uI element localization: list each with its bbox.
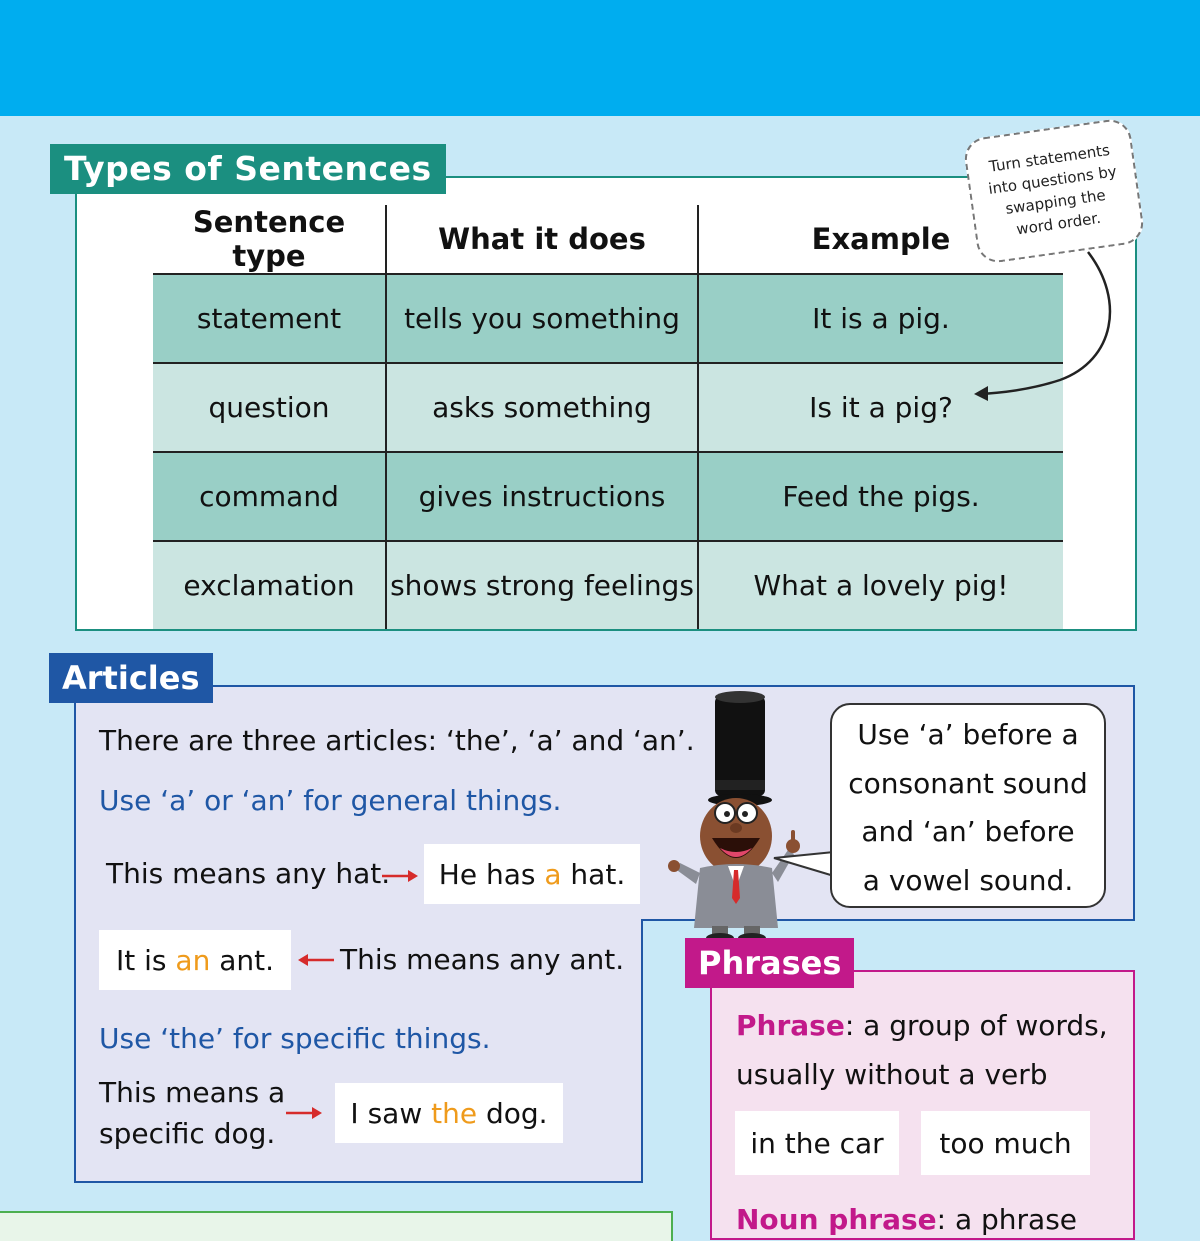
- row-does: gives instructions: [386, 452, 698, 541]
- row-type: statement: [153, 274, 386, 363]
- specific-rule: Use ‘the’ for specific things.: [99, 1022, 491, 1055]
- row-example: Is it a pig?: [698, 363, 1063, 452]
- speech-line: a vowel sound.: [862, 863, 1074, 897]
- speech-line: Use ‘a’ before a: [857, 718, 1079, 751]
- example-text: I saw: [350, 1096, 432, 1130]
- noun-phrase-text: : a phrase: [936, 1203, 1078, 1236]
- row-does: shows strong feelings: [386, 541, 698, 629]
- row-type: exclamation: [153, 541, 386, 629]
- row-example: It is a pig.: [698, 274, 1063, 363]
- phrase-definition-text: : a group of words,: [844, 1009, 1108, 1042]
- dog-meaning-line1: This means a: [99, 1076, 286, 1109]
- example-text: He has: [438, 857, 545, 891]
- example-text: ant.: [210, 943, 274, 977]
- phrase-definition: [736, 1009, 1108, 1042]
- article-highlight: a: [544, 857, 562, 891]
- speech-bubble: [830, 703, 1106, 908]
- general-rule: Use ‘a’ or ‘an’ for general things.: [99, 784, 562, 817]
- noun-phrase-definition: [736, 1203, 1077, 1236]
- right-arrow-icon: [284, 1103, 324, 1123]
- example-text: hat.: [561, 857, 626, 891]
- left-arrow-icon: [296, 950, 336, 970]
- hat-example: [424, 844, 640, 904]
- right-arrow-icon: [380, 866, 420, 886]
- dog-meaning-line2: specific dog.: [99, 1117, 276, 1150]
- header-what-it-does: What it does: [386, 205, 698, 274]
- articles-title: Articles: [49, 653, 213, 703]
- noun-phrase-term: Noun phrase: [736, 1203, 937, 1236]
- example-text: dog.: [477, 1096, 548, 1130]
- speech-line: consonant sound: [848, 766, 1088, 800]
- speech-line: and ‘an’ before: [861, 815, 1075, 848]
- ant-meaning: This means any ant.: [340, 943, 625, 976]
- phrase-example: too much: [921, 1111, 1090, 1175]
- header-sentence-type: Sentence type: [192, 205, 346, 273]
- row-example: Feed the pigs.: [698, 452, 1063, 541]
- phrase-example: in the car: [735, 1111, 899, 1175]
- sentences-title: Types of Sentences: [50, 144, 446, 194]
- row-type: question: [153, 363, 386, 452]
- dog-example: [335, 1083, 563, 1143]
- row-does: asks something: [386, 363, 698, 452]
- example-text: It is: [116, 943, 176, 977]
- article-highlight: an: [175, 943, 211, 977]
- phrases-title: Phrases: [685, 938, 854, 988]
- articles-intro: There are three articles: ‘the’, ‘a’ and ‘an’.: [99, 724, 695, 757]
- phrase-term: Phrase: [736, 1009, 845, 1042]
- note-text: Turn statements into questions by swapping the word order.: [987, 140, 1118, 239]
- hat-meaning: This means any hat.: [106, 857, 391, 890]
- top-hat-character-icon: [660, 688, 840, 943]
- row-does: tells you something: [386, 274, 698, 363]
- row-example: What a lovely pig!: [698, 541, 1063, 629]
- phrase-definition-line2: usually without a verb: [736, 1058, 1048, 1091]
- row-type: command: [153, 452, 386, 541]
- ant-example: [99, 930, 291, 990]
- article-highlight: the: [431, 1096, 478, 1130]
- next-section-panel: [0, 1211, 673, 1241]
- header-example: Example: [698, 205, 1063, 274]
